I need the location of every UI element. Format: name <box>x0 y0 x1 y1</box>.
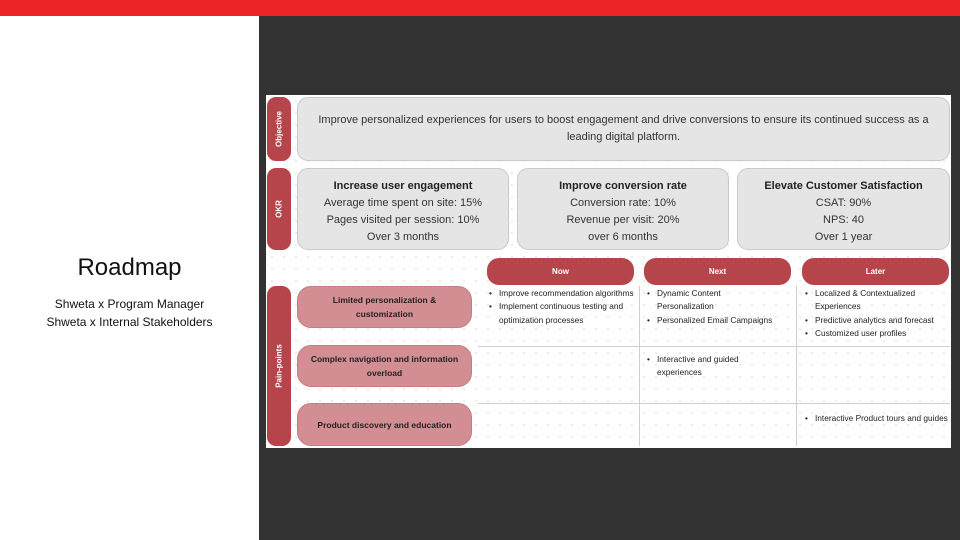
okr-timeframe: Over 3 months <box>366 231 440 243</box>
grid-divider <box>478 403 950 404</box>
okr-metric: Average time spent on site: 15% <box>323 197 483 209</box>
okr-label: OKR <box>267 168 291 250</box>
list-item: • Customized user profiles <box>803 327 951 340</box>
grid-divider <box>478 346 950 347</box>
okr-card-engagement <box>297 168 509 250</box>
list-item: • Personalized Email Campaigns <box>645 314 793 327</box>
grid-divider <box>639 286 640 446</box>
painpoint-discovery: Product discovery and education <box>297 403 472 446</box>
painpoint-personalization: Limited personalization & customization <box>297 286 472 328</box>
phase-next: Next <box>644 258 791 285</box>
list-item: • Dynamic Content Personalization <box>645 287 793 314</box>
phase-later: Later <box>802 258 949 285</box>
cell-r1-now <box>487 287 637 327</box>
cell-r1-later <box>803 287 951 341</box>
page-title: Roadmap <box>77 254 182 281</box>
subtitle-program-manager: Shweta x Program Manager <box>54 297 205 311</box>
roadmap-image <box>266 95 951 448</box>
okr-card-conversion <box>517 168 729 250</box>
top-accent-bar <box>0 0 960 16</box>
okr-timeframe: Over 1 year <box>814 231 873 243</box>
okr-metric: Conversion rate: 10% <box>570 197 676 209</box>
list-item: • Improve recommendation algorithms <box>487 287 637 300</box>
grid-divider <box>796 286 797 446</box>
okr-title: Improve conversion rate <box>559 180 687 192</box>
list-item: • Implement continuous testing and optimization processes <box>487 300 637 327</box>
list-item: • Interactive and guided experiences <box>645 353 765 380</box>
objective-label: Objective <box>267 97 291 161</box>
list-item: • Interactive Product tours and guides <box>803 412 951 425</box>
cell-r2-next <box>645 353 765 380</box>
okr-card-satisfaction <box>737 168 950 250</box>
objective-text: Improve personalized experiences for users to boost engagement and drive conversions to ensure its continued success as a leading digital platform. <box>318 114 929 143</box>
okr-metric: Revenue per visit: 20% <box>566 214 680 226</box>
subtitle-internal-stakeholders: Shweta x Internal Stakeholders <box>46 315 213 329</box>
objective-box <box>297 97 950 161</box>
okr-title: Increase user engagement <box>333 180 473 192</box>
painpoints-label: Pain-points <box>267 286 291 446</box>
okr-metric: CSAT: 90% <box>815 197 872 209</box>
okr-title: Elevate Customer Satisfaction <box>764 180 923 192</box>
cell-r3-later <box>803 412 951 425</box>
okr-timeframe: over 6 months <box>588 231 658 243</box>
list-item: • Predictive analytics and forecast <box>803 314 951 327</box>
painpoint-navigation: Complex navigation and information overload <box>297 345 472 387</box>
list-item: • Localized & Contextualized Experiences <box>803 287 951 314</box>
okr-metric: NPS: 40 <box>823 214 864 226</box>
okr-metric: Pages visited per session: 10% <box>326 214 480 226</box>
phase-now: Now <box>487 258 634 285</box>
cell-r1-next <box>645 287 793 327</box>
